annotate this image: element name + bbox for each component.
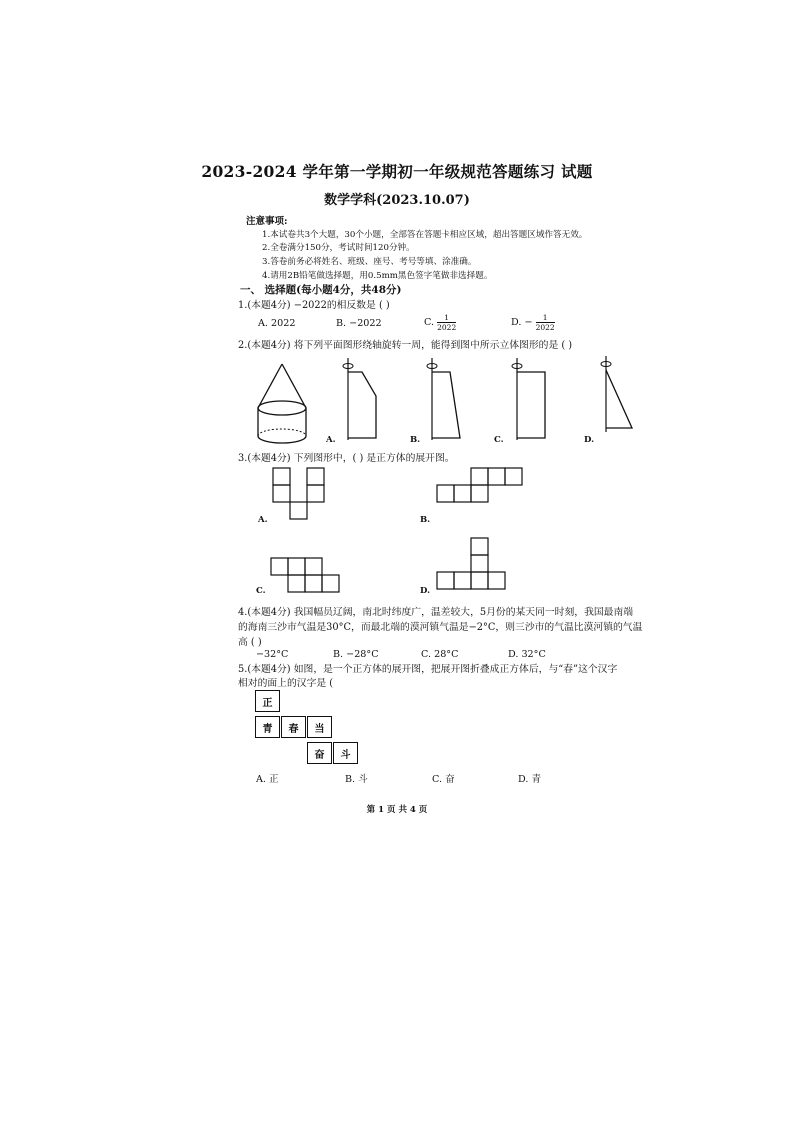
q3-option-c-label: C. [256, 586, 266, 596]
q2-option-c-label: C. [494, 435, 504, 445]
q5-option-a: A. 正 [256, 774, 279, 785]
q3-option-d-label: D. [420, 586, 431, 596]
fraction-numerator: 1 [536, 313, 555, 323]
fraction-denominator: 2022 [535, 323, 555, 332]
question-3-stem: 3.(本题4分) 下列图形中，( ) 是正方体的展开图。 [238, 453, 455, 464]
note-item: 3.答卷前务必将姓名、班级、座号、考号等填、涂准确。 [262, 257, 477, 267]
net-cell: 青 [255, 716, 280, 738]
question-4-stem-line2: 的海南三沙市气温是30°C，而最北端的漠河镇气温是−2°C，则三沙市的气温比漠河镇的气温 [238, 622, 643, 633]
q3-net-c [270, 557, 342, 597]
q5-option-b: B. 斗 [345, 774, 368, 785]
note-item: 1.本试卷共3个大题，30个小题，全部答在答题卡相应区域，超出答题区域作答无效。 [262, 230, 588, 240]
question-2-stem: 2.(本题4分) 将下列平面图形绕轴旋转一周，能得到图中所示立体图形的是 ( ) [238, 340, 573, 351]
section-heading: 一、 选择题(每小题4分，共48分) [240, 284, 402, 296]
note-item: 2.全卷满分150分，考试时间120分钟。 [262, 243, 415, 253]
net-cell: 当 [307, 716, 332, 738]
q5-option-c: C. 奋 [432, 774, 455, 785]
q3-net-b [436, 467, 526, 507]
net-cell: 斗 [333, 742, 358, 764]
question-4-stem-line3: 高 ( ) [238, 637, 262, 648]
q5-option-d: D. 青 [518, 774, 542, 785]
q2-option-a-shape [342, 358, 382, 440]
question-5-stem-line2: 相对的面上的汉字是 ( [238, 678, 334, 689]
q2-option-b-label: B. [410, 435, 421, 445]
q3-option-a-label: A. [258, 515, 268, 525]
q4-option-d: D. 32°C [508, 649, 546, 660]
q1-option-c [424, 313, 456, 332]
q1-option-c-fraction [437, 313, 456, 332]
q4-option-b: B. −28°C [333, 649, 379, 660]
q2-solid-figure [250, 360, 320, 450]
net-cell: 春 [281, 716, 306, 738]
q1-option-c-label: C. [424, 317, 435, 328]
q2-option-a-label: A. [326, 435, 336, 445]
net-cell: 正 [255, 690, 280, 712]
q1-option-b: B. −2022 [336, 318, 382, 329]
q2-option-b-shape [426, 358, 466, 440]
note-item: 4.请用2B铅笔做选择题，用0.5mm黑色签字笔做非选择题。 [262, 271, 493, 281]
exam-title: 2023-2024 学年第一学期初一年级规范答题练习 试题 [201, 162, 593, 181]
question-4-stem-line1: 4.(本题4分) 我国幅员辽阔，南北时纬度广，温差较大，5月份的某天同一时刻，我国最南端 [238, 607, 634, 618]
q1-option-d [511, 313, 555, 332]
question-5-stem-line1: 5.(本题4分) 如图，是一个正方体的展开图，把展开图折叠成正方体后，与“春”这个汉字 [238, 664, 618, 675]
q2-option-c-shape [511, 358, 551, 440]
fraction-denominator: 2022 [437, 323, 457, 332]
exam-subject: 数学学科(2023.10.07) [324, 193, 470, 208]
q3-net-a [272, 467, 332, 523]
q2-option-d-label: D. [584, 435, 595, 445]
q1-option-d-label: D. − [511, 317, 533, 328]
q2-option-d-shape [600, 356, 640, 432]
q3-option-b-label: B. [420, 515, 431, 525]
q5-cube-net [255, 690, 359, 770]
fraction-numerator: 1 [437, 313, 456, 323]
question-1-stem: 1.(本题4分) −2022的相反数是 ( ) [238, 300, 390, 311]
q4-option-a: −32°C [256, 649, 289, 660]
q4-option-c: C. 28°C [421, 649, 459, 660]
q1-option-a: A. 2022 [258, 318, 296, 329]
page-number: 第 1 页 共 4 页 [366, 805, 428, 815]
notes-heading: 注意事项: [246, 216, 288, 227]
net-cell: 奋 [307, 742, 332, 764]
q3-net-d [436, 537, 508, 595]
q1-option-d-fraction [536, 313, 555, 332]
